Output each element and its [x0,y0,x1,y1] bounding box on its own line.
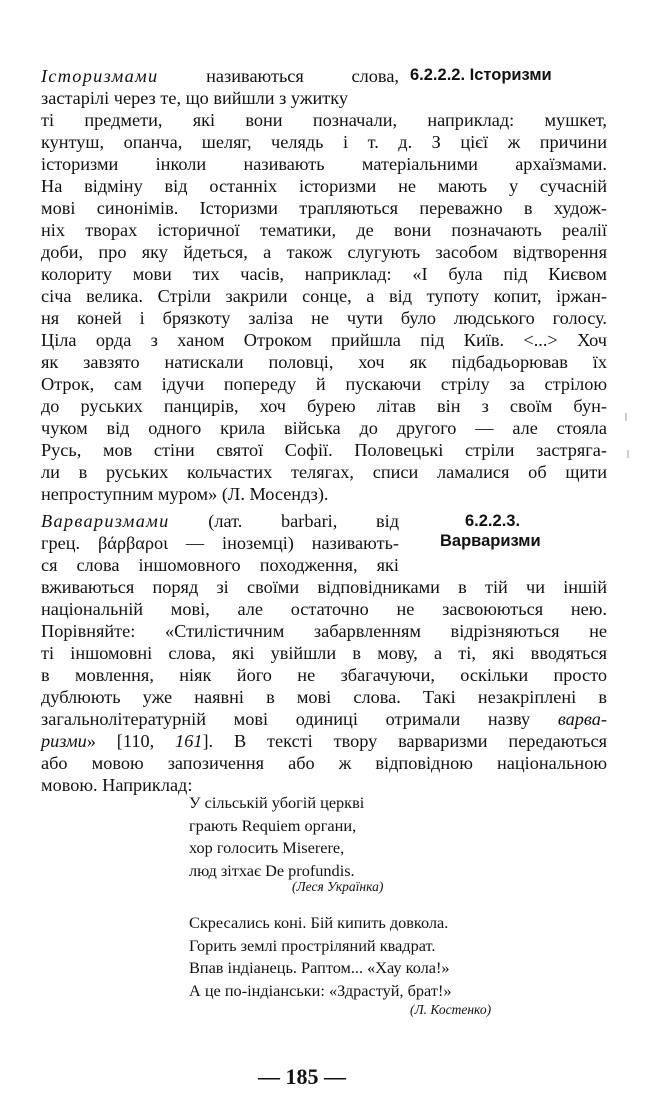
paragraph-line: Ціла орда з ханом Отроком прийшла під Київ. <...> Хоч [41,330,607,350]
paragraph-line: як завзято натискали половці, хоч як підбадьорював їх [41,352,607,372]
poem-line: А це по-індіанськи: «Здрастуй, брат!» [189,981,452,1000]
paragraph-line: чуком від одного крила війська до другого — але стояла [41,418,607,438]
poem-line: хор голосить Miserere, [189,838,345,857]
paragraph-line: Отрок, сам ідучи попереду й пускаючи стрілу за стрілою [41,374,607,394]
paragraph-line: ли в руських кольчастих телягах, списи ламалися об щити [41,462,607,482]
paragraph-line: ті предмети, які вони позначали, наприклад: мушкет, [41,110,607,130]
paragraph-line: грец. βάρβαροι — іноземці) називають- [41,533,399,553]
paragraph-line: застарілі через те, що вийшли з ужитку [41,88,348,108]
paragraph-line: загальнолітературній мові одиниці отримали назву варва- [41,709,607,729]
paragraph-line: Русь, мов стіни святої Софії. Половецькі стріли застряга- [41,440,607,460]
poem-line: У сільській убогій церкві [189,793,365,812]
poem-author: (Леся Українка) [292,879,384,894]
poem-author: (Л. Костенко) [410,1002,492,1017]
paragraph-line: Історизмами називаються слова, [41,66,399,86]
paragraph-line: ніх творах історичної тематики, де вони позначають реалії [41,220,607,240]
paragraph-line: колориту мови тих часів, наприклад: «І була під Києвом [41,264,607,284]
paragraph-line: Варваризмами (лат. barbari, від [41,511,399,531]
section-heading-number-barbarisms: 6.2.2.3. [465,512,521,530]
paragraph-line: або мовою запозичення або ж відповідною національною [41,753,607,773]
section-heading-historisms: 6.2.2.2. Історизми [410,66,552,84]
poem-line: люд зітхає De profundis. [189,861,355,880]
paragraph-line: мові синонімів. Історизми трапляються переважно в худож- [41,198,607,218]
paragraph-line: вживаються поряд зі своїми відповідниками в тій чи іншій [41,577,607,597]
section-heading-barbarisms: Варваризми [440,532,541,550]
page-number: — 185 — [258,1064,346,1089]
poem-line: Скресались коні. Бій кипить довкола. [189,913,449,932]
paragraph-line: в мовлення, ніяк його не збагачуючи, оскільки просто [41,665,607,685]
paragraph-line: На відміну від останніх історизми не мають у сучасній [41,176,607,196]
paragraph-line: непроступним муром» (Л. Мосендз). [41,484,329,504]
paragraph-line: ня коней і брязкоту заліза не чути було людського голосу. [41,308,607,328]
paragraph-line: доби, про яку йдеться, а також слугують засобом відтворення [41,242,607,262]
paragraph-line: ся слова іншомовного походження, які [41,555,399,575]
poem-line: Горить землі простріляний квадрат. [189,936,436,955]
poem-line: Впав індіанець. Раптом... «Хау кола!» [189,958,450,977]
paragraph-line: Порівняйте: «Стилістичним забарвленням відрізняються не [41,621,607,641]
paragraph-line: ризми» [110, 161]. В тексті твору варваризми передаються [41,731,608,751]
paragraph-line: дублюють уже наявні в мові слова. Такі незакріплені в [41,687,607,707]
paragraph-line: до руських панцирів, хоч бурею літав він з своїм бун- [41,396,607,416]
term-barbarisms: Варваризмами [41,511,170,531]
paragraph-line: ті іншомовні слова, які увійшли в мову, а ті, які вводяться [41,643,607,663]
paragraph-line: січа велика. Стріли закрили сонце, а від тупоту копит, іржан- [41,286,607,306]
paragraph-line: мовою. Наприклад: [41,775,193,795]
paragraph-line: національній мові, але остаточно не засвоюються нею. [41,599,607,619]
term-historisms: Історизмами [41,66,159,86]
scan-speck [627,450,629,458]
poem-line: грають Requiem органи, [189,816,357,835]
paragraph-line: історизми інколи називають матеріальними архаїзмами. [41,154,607,174]
scan-speck [625,413,627,421]
paragraph-line: кунтуш, опанча, шеляг, челядь і т. д. З цієї ж причини [41,132,607,152]
